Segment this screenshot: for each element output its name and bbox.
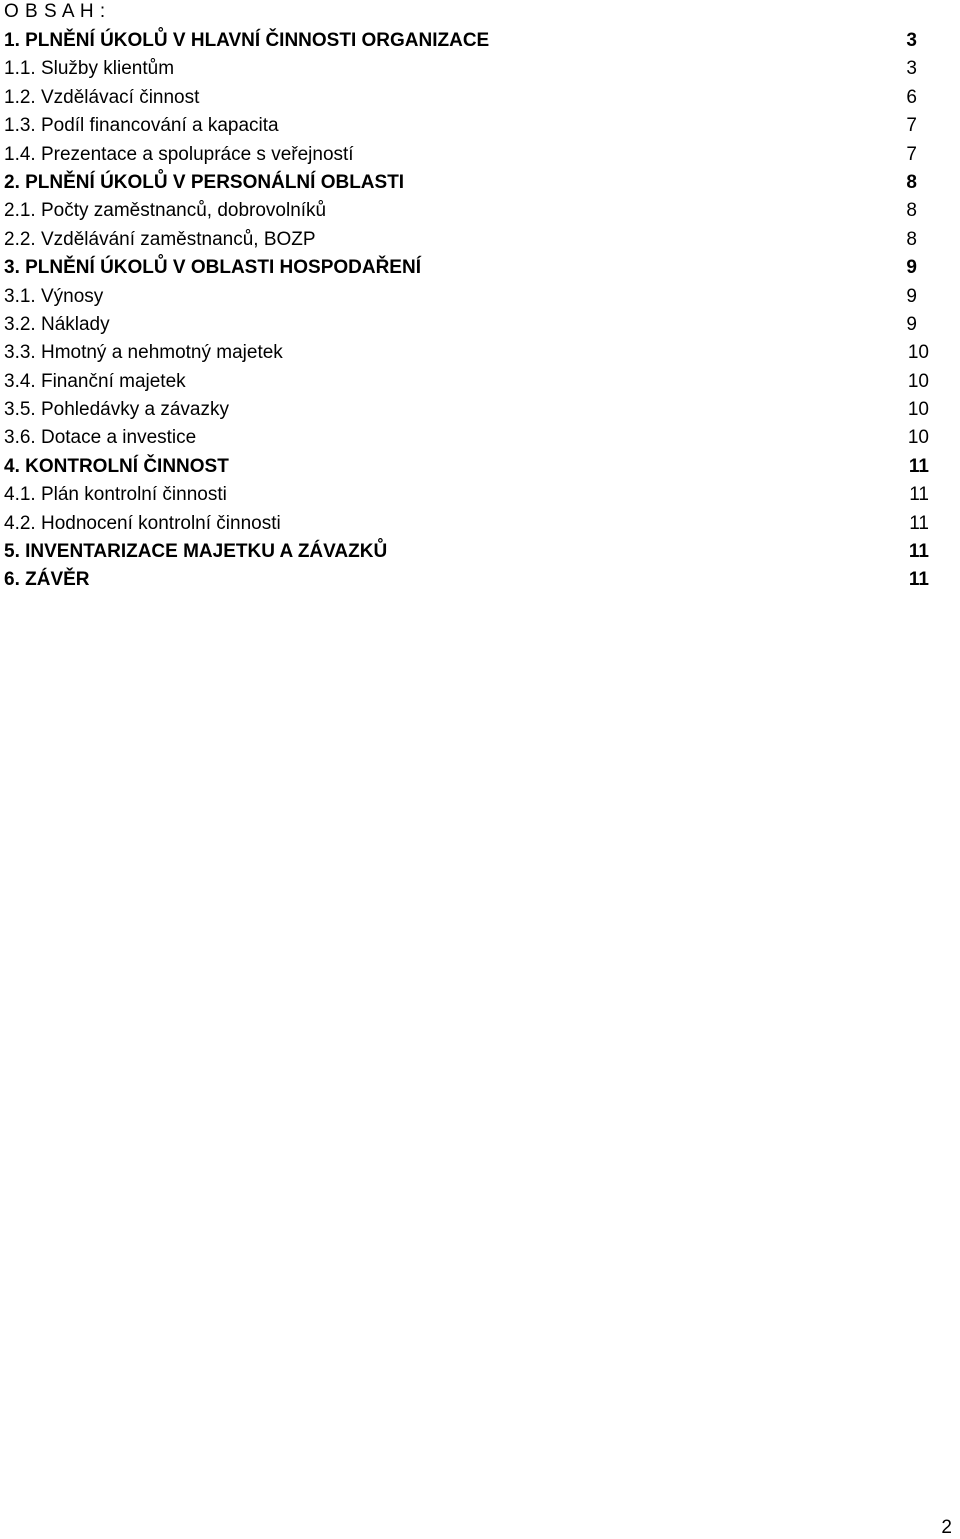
toc-entry-label: 2.1. Počty zaměstnanců, dobrovolníků (4, 200, 327, 222)
toc-entry[interactable] (4, 368, 929, 396)
toc-entry-page: 9 (906, 257, 917, 279)
toc-entry[interactable] (4, 27, 929, 55)
toc-entry-page: 10 (907, 342, 929, 364)
page-number: 2 (941, 1517, 952, 1538)
toc-entry-label: 1. PLNĚNÍ ÚKOLŮ V HLAVNÍ ČINNOSTI ORGANIZACE (4, 30, 490, 51)
table-of-contents (4, 27, 929, 595)
toc-entry-page: 9 (906, 313, 917, 335)
toc-entry[interactable] (4, 84, 929, 112)
toc-entry-page: 7 (906, 115, 917, 137)
toc-entry[interactable] (4, 226, 929, 254)
toc-entry[interactable] (4, 424, 929, 452)
toc-entry-label: 4.2. Hodnocení kontrolní činnosti (4, 512, 281, 534)
toc-entry[interactable] (4, 311, 929, 339)
toc-entry-page: 8 (906, 200, 917, 222)
toc-entry-page: 11 (908, 541, 929, 563)
toc-entry-label: 1.3. Podíl financování a kapacita (4, 115, 279, 137)
toc-entry-page: 10 (907, 427, 929, 449)
toc-entry-label: 5. INVENTARIZACE MAJETKU A ZÁVAZKŮ (4, 541, 388, 563)
toc-entry[interactable] (4, 538, 929, 566)
toc-entry-label: 3.1. Výnosy (4, 285, 104, 307)
toc-entry-page: 9 (906, 285, 917, 307)
toc-entry-label: 3.6. Dotace a investice (4, 427, 197, 449)
toc-entry[interactable] (4, 510, 929, 538)
toc-entry-page: 3 (906, 58, 917, 80)
toc-entry-label: 2. PLNĚNÍ ÚKOLŮ V PERSONÁLNÍ OBLASTI (4, 171, 405, 193)
toc-entry-label: 2.2. Vzdělávání zaměstnanců, BOZP (4, 228, 316, 250)
toc-entry[interactable] (4, 453, 929, 481)
toc-entry-page: 8 (906, 171, 917, 193)
toc-entry-label: 3.5. Pohledávky a závazky (4, 399, 229, 421)
toc-entry-page: 7 (906, 143, 917, 165)
toc-entry-page: 11 (909, 512, 929, 534)
toc-entry[interactable] (4, 481, 929, 509)
toc-entry[interactable] (4, 339, 929, 367)
toc-entry-label: 4.1. Plán kontrolní činnosti (4, 484, 227, 506)
toc-entry-label: 4. KONTROLNÍ ČINNOST (4, 455, 229, 477)
toc-entry-label: 1.4. Prezentace a spolupráce s veřejností (4, 143, 354, 165)
toc-title: O B S A H : (4, 1, 106, 22)
toc-entry[interactable] (4, 141, 929, 169)
toc-entry-label: 6. ZÁVĚR (4, 569, 90, 591)
toc-entry-page: 11 (908, 455, 929, 477)
toc-entry-page: 10 (907, 370, 929, 392)
toc-entry-page: 11 (909, 484, 929, 506)
toc-entry[interactable] (4, 396, 929, 424)
toc-entry[interactable] (4, 169, 929, 197)
toc-entry[interactable] (4, 283, 929, 311)
toc-entry[interactable] (4, 55, 929, 83)
toc-entry[interactable] (4, 566, 929, 594)
toc-entry-label: 3.4. Finanční majetek (4, 370, 186, 392)
toc-entry-page: 6 (906, 86, 917, 108)
toc-entry-page: 10 (907, 399, 929, 421)
toc-entry-label: 3.2. Náklady (4, 313, 110, 335)
toc-entry-page: 3 (906, 30, 917, 51)
toc-entry[interactable] (4, 197, 929, 225)
toc-entry-label: 1.2. Vzdělávací činnost (4, 86, 200, 108)
toc-entry-page: 8 (906, 228, 917, 250)
toc-entry[interactable] (4, 112, 929, 140)
toc-entry[interactable] (4, 254, 929, 282)
toc-entry-label: 1.1. Služby klientům (4, 58, 175, 80)
toc-entry-label: 3. PLNĚNÍ ÚKOLŮ V OBLASTI HOSPODAŘENÍ (4, 257, 421, 279)
toc-entry-label: 3.3. Hmotný a nehmotný majetek (4, 342, 283, 364)
toc-entry-page: 11 (908, 569, 929, 591)
